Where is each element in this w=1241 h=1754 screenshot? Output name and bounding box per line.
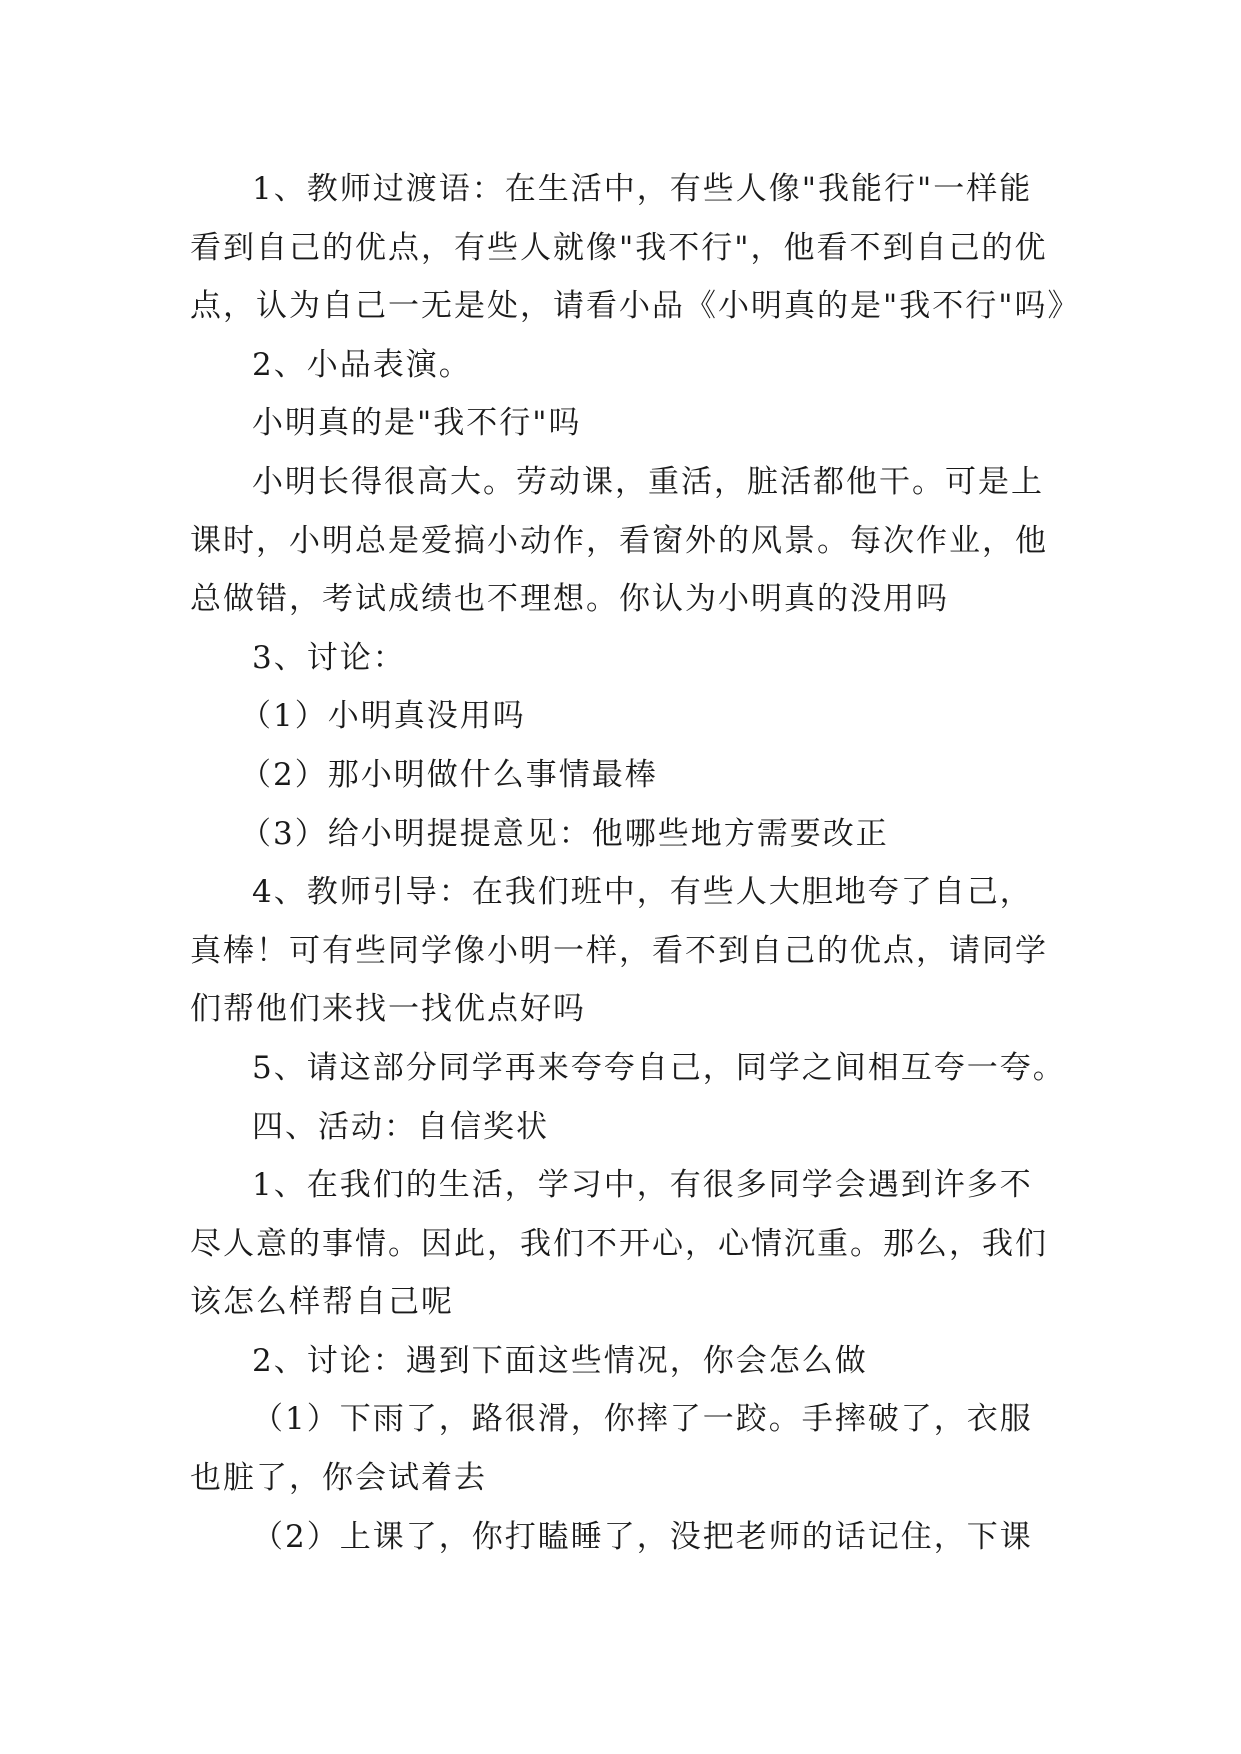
paragraph-teacher-guidance xyxy=(190,863,1070,1039)
text-line: 看到自己的优点，有些人就像"我不行"，他看不到自己的优 xyxy=(190,229,1048,266)
text-line: 1、教师过渡语：在生活中，有些人像"我能行"一样能 xyxy=(252,171,1033,207)
paragraph-praise-each-other xyxy=(190,1039,1070,1098)
text-line: 小明长得很高大。劳动课，重活，脏活都他干。可是上 xyxy=(252,463,1044,500)
text-line: 小明真的是"我不行"吗 xyxy=(252,405,582,442)
text-line: （3）给小明提提意见：他哪些地方需要改正 xyxy=(240,815,889,852)
list-item-situation-1 xyxy=(190,1390,1070,1507)
paragraph-skit-performance xyxy=(190,336,1070,395)
text-line: 5、请这部分同学再来夸夸自己，同学之间相互夸一夸。 xyxy=(252,1049,1066,1086)
paragraph-skit-title xyxy=(190,394,1070,453)
text-line: 2、讨论：遇到下面这些情况，你会怎么做 xyxy=(252,1342,868,1379)
text-line: 尽人意的事情。因此，我们不开心，心情沉重。那么，我们 xyxy=(190,1225,1048,1262)
list-item-discussion-3 xyxy=(190,805,1070,864)
text-line: 们帮他们来找一找优点好吗 xyxy=(190,991,586,1028)
list-item-discussion-2 xyxy=(190,746,1070,805)
paragraph-activity-intro xyxy=(190,1156,1070,1332)
paragraph-skit-story xyxy=(190,453,1070,629)
text-line: 也脏了，你会试着去 xyxy=(190,1460,487,1497)
paragraph-teacher-transition xyxy=(190,160,1081,336)
text-line: （1）下雨了，路很滑，你摔了一跤。手摔破了，衣服 xyxy=(252,1401,1033,1438)
text-line: 2、小品表演。 xyxy=(252,346,472,383)
text-line: （2）上课了，你打瞌睡了，没把老师的话记住，下课 xyxy=(252,1518,1033,1555)
paragraph-discussion-heading xyxy=(190,629,1070,688)
text-line: 课时，小明总是爱搞小动作，看窗外的风景。每次作业，他 xyxy=(190,522,1048,559)
text-line: （2）那小明做什么事情最棒 xyxy=(240,756,658,793)
text-line: 该怎么样帮自己呢 xyxy=(190,1284,454,1321)
text-line: 1、在我们的生活，学习中，有很多同学会遇到许多不 xyxy=(252,1167,1033,1204)
text-line: 四、活动：自信奖状 xyxy=(252,1108,549,1145)
section-heading-activity xyxy=(190,1098,1070,1157)
text-line: 4、教师引导：在我们班中，有些人大胆地夸了自己， xyxy=(252,874,1033,911)
text-line: 点，认为自己一无是处，请看小品《小明真的是"我不行"吗》 xyxy=(190,288,1081,325)
text-line: 真棒！可有些同学像小明一样，看不到自己的优点，请同学 xyxy=(190,932,1048,969)
text-line: 3、讨论： xyxy=(252,639,406,676)
paragraph-activity-discussion xyxy=(190,1332,1070,1391)
list-item-discussion-1 xyxy=(190,687,1070,746)
text-line: 总做错，考试成绩也不理想。你认为小明真的没用吗 xyxy=(190,581,949,618)
list-item-situation-2 xyxy=(190,1508,1070,1567)
text-line: （1）小明真没用吗 xyxy=(240,698,526,735)
document-body xyxy=(190,160,1081,1566)
